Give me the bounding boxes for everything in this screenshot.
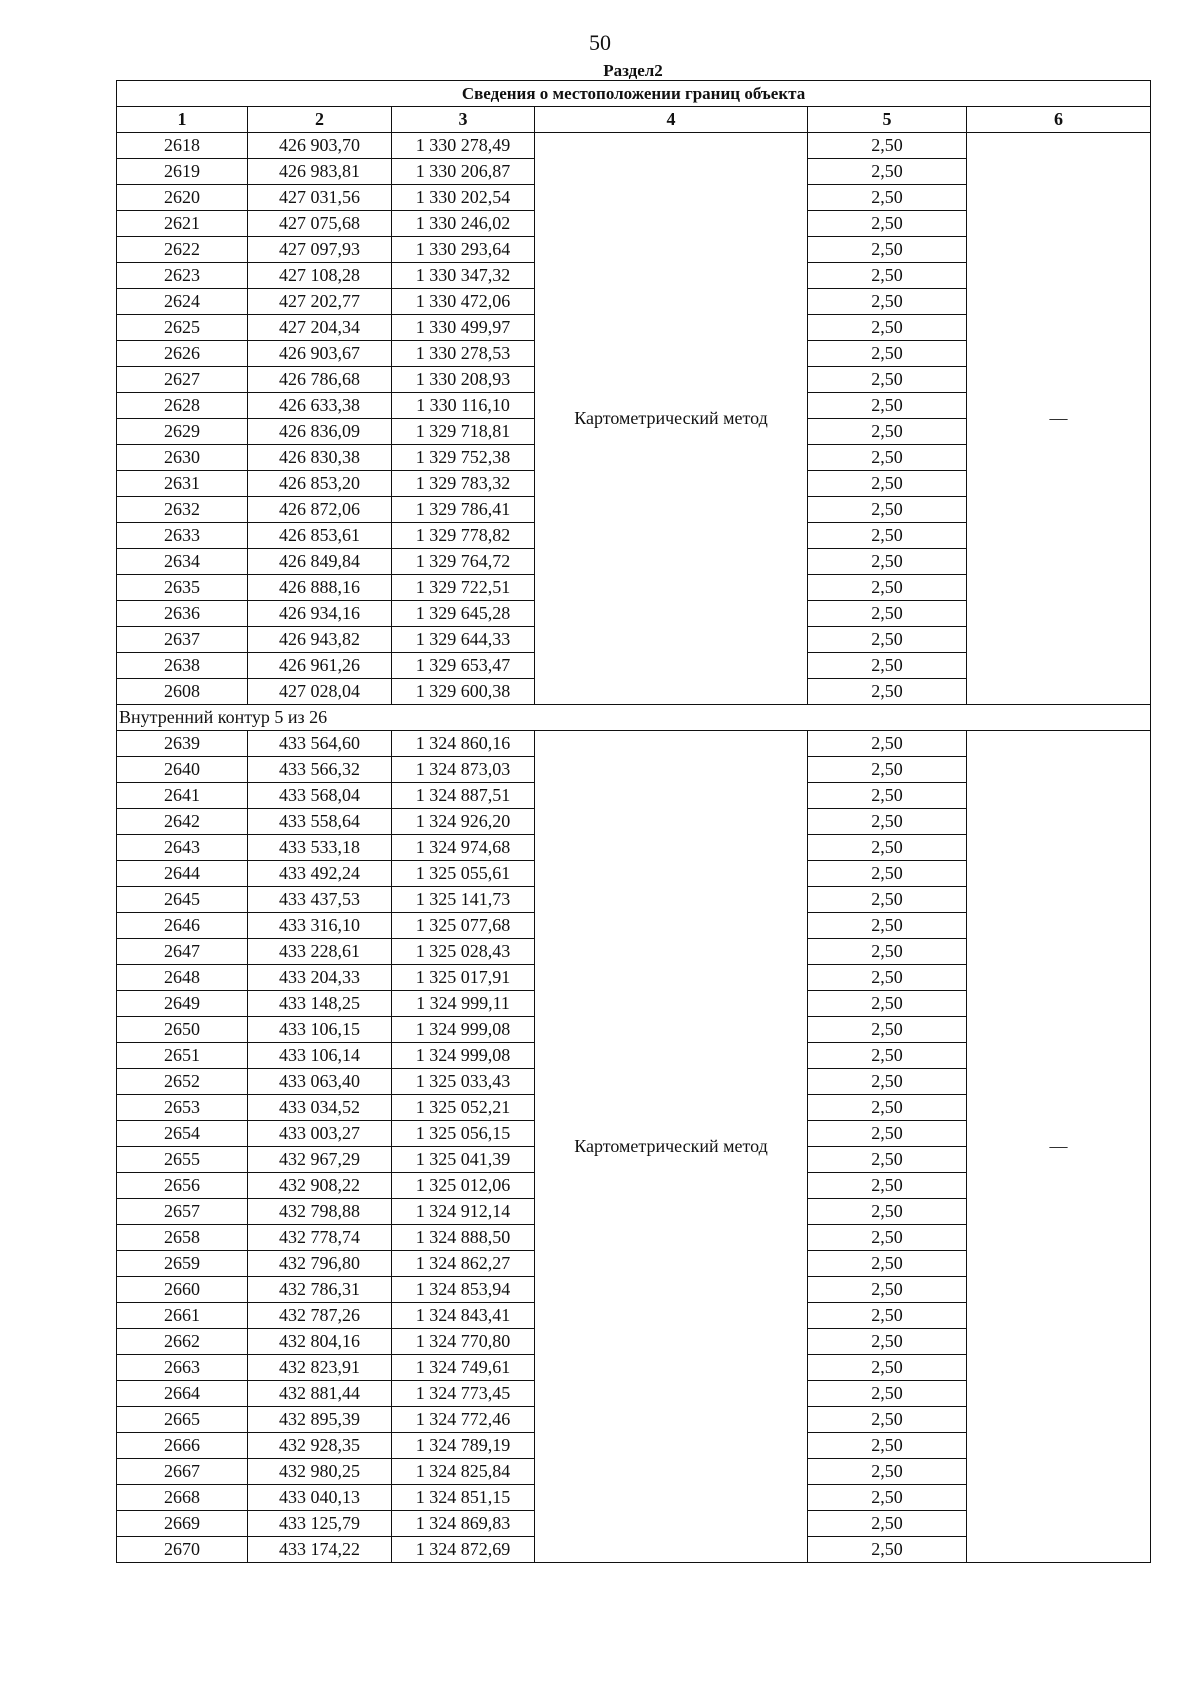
accuracy-cell: 2,50 [808,861,967,887]
y-coordinate-cell: 1 330 472,06 [392,289,535,315]
column-number-row [117,107,1151,133]
point-number-cell: 2631 [117,471,248,497]
point-number-cell: 2664 [117,1381,248,1407]
y-coordinate-cell: 1 325 028,43 [392,939,535,965]
point-number-cell: 2649 [117,991,248,1017]
accuracy-cell: 2,50 [808,445,967,471]
accuracy-cell: 2,50 [808,939,967,965]
accuracy-cell: 2,50 [808,1069,967,1095]
x-coordinate-cell: 426 903,67 [248,341,392,367]
x-coordinate-cell: 426 836,09 [248,419,392,445]
point-number-cell: 2654 [117,1121,248,1147]
x-coordinate-cell: 432 928,35 [248,1433,392,1459]
point-number-cell: 2623 [117,263,248,289]
y-coordinate-cell: 1 324 873,03 [392,757,535,783]
x-coordinate-cell: 426 849,84 [248,549,392,575]
point-number-cell: 2635 [117,575,248,601]
x-coordinate-cell: 433 564,60 [248,731,392,757]
y-coordinate-cell: 1 325 056,15 [392,1121,535,1147]
point-number-cell: 2659 [117,1251,248,1277]
accuracy-cell: 2,50 [808,1485,967,1511]
point-number-cell: 2645 [117,887,248,913]
table-caption: Сведения о местоположении границ объекта [117,81,1151,107]
point-number-cell: 2670 [117,1537,248,1563]
point-number-cell: 2636 [117,601,248,627]
y-coordinate-cell: 1 324 912,14 [392,1199,535,1225]
y-coordinate-cell: 1 330 278,53 [392,341,535,367]
x-coordinate-cell: 432 980,25 [248,1459,392,1485]
y-coordinate-cell: 1 329 764,72 [392,549,535,575]
y-coordinate-cell: 1 330 347,32 [392,263,535,289]
x-coordinate-cell: 426 903,70 [248,133,392,159]
point-number-cell: 2637 [117,627,248,653]
accuracy-cell: 2,50 [808,419,967,445]
accuracy-cell: 2,50 [808,1147,967,1173]
point-number-cell: 2657 [117,1199,248,1225]
y-coordinate-cell: 1 330 116,10 [392,393,535,419]
method-cell: Картометрический метод [535,731,808,1563]
accuracy-cell: 2,50 [808,913,967,939]
x-coordinate-cell: 426 872,06 [248,497,392,523]
accuracy-cell: 2,50 [808,731,967,757]
y-coordinate-cell: 1 330 202,54 [392,185,535,211]
x-coordinate-cell: 426 983,81 [248,159,392,185]
point-number-cell: 2641 [117,783,248,809]
point-number-cell: 2660 [117,1277,248,1303]
point-number-cell: 2618 [117,133,248,159]
column-number: 3 [392,107,535,133]
y-coordinate-cell: 1 330 206,87 [392,159,535,185]
x-coordinate-cell: 432 786,31 [248,1277,392,1303]
point-number-cell: 2656 [117,1173,248,1199]
y-coordinate-cell: 1 329 752,38 [392,445,535,471]
accuracy-cell: 2,50 [808,211,967,237]
x-coordinate-cell: 432 895,39 [248,1407,392,1433]
y-coordinate-cell: 1 329 718,81 [392,419,535,445]
point-number-cell: 2669 [117,1511,248,1537]
point-number-cell: 2662 [117,1329,248,1355]
x-coordinate-cell: 432 881,44 [248,1381,392,1407]
x-coordinate-cell: 432 787,26 [248,1303,392,1329]
point-number-cell: 2629 [117,419,248,445]
point-number-cell: 2648 [117,965,248,991]
x-coordinate-cell: 432 796,80 [248,1251,392,1277]
accuracy-cell: 2,50 [808,471,967,497]
table-row [117,731,1151,757]
column-number: 2 [248,107,392,133]
x-coordinate-cell: 433 003,27 [248,1121,392,1147]
point-number-cell: 2634 [117,549,248,575]
point-number-cell: 2628 [117,393,248,419]
y-coordinate-cell: 1 330 293,64 [392,237,535,263]
point-number-cell: 2644 [117,861,248,887]
x-coordinate-cell: 426 943,82 [248,627,392,653]
point-number-cell: 2661 [117,1303,248,1329]
column-number: 4 [535,107,808,133]
point-number-cell: 2650 [117,1017,248,1043]
accuracy-cell: 2,50 [808,653,967,679]
note-cell: — [967,731,1151,1563]
y-coordinate-cell: 1 324 789,19 [392,1433,535,1459]
accuracy-cell: 2,50 [808,887,967,913]
y-coordinate-cell: 1 324 974,68 [392,835,535,861]
y-coordinate-cell: 1 329 644,33 [392,627,535,653]
accuracy-cell: 2,50 [808,835,967,861]
page-number: 50 [589,30,611,55]
point-number-cell: 2640 [117,757,248,783]
accuracy-cell: 2,50 [808,1017,967,1043]
x-coordinate-cell: 426 853,61 [248,523,392,549]
y-coordinate-cell: 1 329 722,51 [392,575,535,601]
x-coordinate-cell: 433 568,04 [248,783,392,809]
y-coordinate-cell: 1 324 825,84 [392,1459,535,1485]
x-coordinate-cell: 426 786,68 [248,367,392,393]
y-coordinate-cell: 1 325 052,21 [392,1095,535,1121]
x-coordinate-cell: 433 566,32 [248,757,392,783]
y-coordinate-cell: 1 325 141,73 [392,887,535,913]
column-number: 1 [117,107,248,133]
x-coordinate-cell: 426 830,38 [248,445,392,471]
point-number-cell: 2668 [117,1485,248,1511]
y-coordinate-cell: 1 324 853,94 [392,1277,535,1303]
x-coordinate-cell: 432 908,22 [248,1173,392,1199]
x-coordinate-cell: 433 492,24 [248,861,392,887]
accuracy-cell: 2,50 [808,1433,967,1459]
y-coordinate-cell: 1 324 772,46 [392,1407,535,1433]
accuracy-cell: 2,50 [808,159,967,185]
y-coordinate-cell: 1 324 749,61 [392,1355,535,1381]
x-coordinate-cell: 433 533,18 [248,835,392,861]
accuracy-cell: 2,50 [808,289,967,315]
x-coordinate-cell: 433 558,64 [248,809,392,835]
x-coordinate-cell: 433 316,10 [248,913,392,939]
y-coordinate-cell: 1 330 278,49 [392,133,535,159]
accuracy-cell: 2,50 [808,1225,967,1251]
y-coordinate-cell: 1 325 017,91 [392,965,535,991]
accuracy-cell: 2,50 [808,523,967,549]
accuracy-cell: 2,50 [808,991,967,1017]
x-coordinate-cell: 433 106,15 [248,1017,392,1043]
point-number-cell: 2633 [117,523,248,549]
accuracy-cell: 2,50 [808,575,967,601]
accuracy-cell: 2,50 [808,679,967,705]
x-coordinate-cell: 432 823,91 [248,1355,392,1381]
x-coordinate-cell: 433 204,33 [248,965,392,991]
y-coordinate-cell: 1 324 999,11 [392,991,535,1017]
y-coordinate-cell: 1 324 888,50 [392,1225,535,1251]
table-body [117,81,1151,1563]
x-coordinate-cell: 433 040,13 [248,1485,392,1511]
point-number-cell: 2667 [117,1459,248,1485]
point-number-cell: 2627 [117,367,248,393]
y-coordinate-cell: 1 324 862,27 [392,1251,535,1277]
accuracy-cell: 2,50 [808,315,967,341]
x-coordinate-cell: 432 798,88 [248,1199,392,1225]
y-coordinate-cell: 1 325 033,43 [392,1069,535,1095]
point-number-cell: 2622 [117,237,248,263]
x-coordinate-cell: 433 148,25 [248,991,392,1017]
y-coordinate-cell: 1 324 843,41 [392,1303,535,1329]
y-coordinate-cell: 1 324 926,20 [392,809,535,835]
x-coordinate-cell: 433 174,22 [248,1537,392,1563]
accuracy-cell: 2,50 [808,1121,967,1147]
y-coordinate-cell: 1 324 770,80 [392,1329,535,1355]
point-number-cell: 2647 [117,939,248,965]
section-label: Раздел2 [603,61,663,80]
accuracy-cell: 2,50 [808,1251,967,1277]
y-coordinate-cell: 1 325 055,61 [392,861,535,887]
method-cell: Картометрический метод [535,133,808,705]
y-coordinate-cell: 1 330 246,02 [392,211,535,237]
y-coordinate-cell: 1 329 600,38 [392,679,535,705]
point-number-cell: 2651 [117,1043,248,1069]
point-number-cell: 2620 [117,185,248,211]
y-coordinate-cell: 1 329 653,47 [392,653,535,679]
y-coordinate-cell: 1 324 999,08 [392,1017,535,1043]
y-coordinate-cell: 1 324 851,15 [392,1485,535,1511]
point-number-cell: 2655 [117,1147,248,1173]
point-number-cell: 2663 [117,1355,248,1381]
x-coordinate-cell: 426 633,38 [248,393,392,419]
point-number-cell: 2643 [117,835,248,861]
point-number-cell: 2665 [117,1407,248,1433]
accuracy-cell: 2,50 [808,783,967,809]
accuracy-cell: 2,50 [808,757,967,783]
point-number-cell: 2639 [117,731,248,757]
y-coordinate-cell: 1 330 499,97 [392,315,535,341]
y-coordinate-cell: 1 324 860,16 [392,731,535,757]
accuracy-cell: 2,50 [808,185,967,211]
point-number-cell: 2638 [117,653,248,679]
y-coordinate-cell: 1 324 773,45 [392,1381,535,1407]
y-coordinate-cell: 1 324 872,69 [392,1537,535,1563]
x-coordinate-cell: 433 034,52 [248,1095,392,1121]
y-coordinate-cell: 1 325 077,68 [392,913,535,939]
contour-header-row [117,705,1151,731]
point-number-cell: 2632 [117,497,248,523]
accuracy-cell: 2,50 [808,1407,967,1433]
x-coordinate-cell: 426 853,20 [248,471,392,497]
x-coordinate-cell: 433 063,40 [248,1069,392,1095]
point-number-cell: 2624 [117,289,248,315]
x-coordinate-cell: 427 028,04 [248,679,392,705]
accuracy-cell: 2,50 [808,1095,967,1121]
accuracy-cell: 2,50 [808,497,967,523]
x-coordinate-cell: 432 804,16 [248,1329,392,1355]
accuracy-cell: 2,50 [808,263,967,289]
accuracy-cell: 2,50 [808,965,967,991]
accuracy-cell: 2,50 [808,549,967,575]
point-number-cell: 2653 [117,1095,248,1121]
accuracy-cell: 2,50 [808,393,967,419]
point-number-cell: 2658 [117,1225,248,1251]
point-number-cell: 2619 [117,159,248,185]
y-coordinate-cell: 1 329 778,82 [392,523,535,549]
y-coordinate-cell: 1 329 786,41 [392,497,535,523]
y-coordinate-cell: 1 324 999,08 [392,1043,535,1069]
accuracy-cell: 2,50 [808,133,967,159]
table-row [117,133,1151,159]
x-coordinate-cell: 433 106,14 [248,1043,392,1069]
accuracy-cell: 2,50 [808,237,967,263]
x-coordinate-cell: 426 961,26 [248,653,392,679]
accuracy-cell: 2,50 [808,1511,967,1537]
y-coordinate-cell: 1 325 041,39 [392,1147,535,1173]
y-coordinate-cell: 1 329 645,28 [392,601,535,627]
accuracy-cell: 2,50 [808,1303,967,1329]
point-number-cell: 2642 [117,809,248,835]
y-coordinate-cell: 1 324 869,83 [392,1511,535,1537]
point-number-cell: 2652 [117,1069,248,1095]
x-coordinate-cell: 426 934,16 [248,601,392,627]
x-coordinate-cell: 427 202,77 [248,289,392,315]
note-cell: — [967,133,1151,705]
accuracy-cell: 2,50 [808,809,967,835]
y-coordinate-cell: 1 324 887,51 [392,783,535,809]
column-number: 6 [967,107,1151,133]
accuracy-cell: 2,50 [808,1355,967,1381]
point-number-cell: 2666 [117,1433,248,1459]
point-number-cell: 2621 [117,211,248,237]
point-number-cell: 2646 [117,913,248,939]
column-number: 5 [808,107,967,133]
point-number-cell: 2626 [117,341,248,367]
y-coordinate-cell: 1 325 012,06 [392,1173,535,1199]
accuracy-cell: 2,50 [808,341,967,367]
y-coordinate-cell: 1 330 208,93 [392,367,535,393]
accuracy-cell: 2,50 [808,1329,967,1355]
accuracy-cell: 2,50 [808,1199,967,1225]
x-coordinate-cell: 427 031,56 [248,185,392,211]
x-coordinate-cell: 433 125,79 [248,1511,392,1537]
accuracy-cell: 2,50 [808,1173,967,1199]
point-number-cell: 2608 [117,679,248,705]
contour-header: Внутренний контур 5 из 26 [117,705,1151,731]
point-number-cell: 2625 [117,315,248,341]
boundary-table [116,80,1151,1563]
x-coordinate-cell: 427 097,93 [248,237,392,263]
x-coordinate-cell: 433 228,61 [248,939,392,965]
x-coordinate-cell: 432 778,74 [248,1225,392,1251]
x-coordinate-cell: 433 437,53 [248,887,392,913]
accuracy-cell: 2,50 [808,1277,967,1303]
accuracy-cell: 2,50 [808,1381,967,1407]
point-number-cell: 2630 [117,445,248,471]
x-coordinate-cell: 427 075,68 [248,211,392,237]
accuracy-cell: 2,50 [808,1459,967,1485]
x-coordinate-cell: 426 888,16 [248,575,392,601]
accuracy-cell: 2,50 [808,627,967,653]
accuracy-cell: 2,50 [808,1537,967,1563]
x-coordinate-cell: 432 967,29 [248,1147,392,1173]
accuracy-cell: 2,50 [808,1043,967,1069]
x-coordinate-cell: 427 108,28 [248,263,392,289]
y-coordinate-cell: 1 329 783,32 [392,471,535,497]
x-coordinate-cell: 427 204,34 [248,315,392,341]
table-caption-row [117,81,1151,107]
accuracy-cell: 2,50 [808,601,967,627]
accuracy-cell: 2,50 [808,367,967,393]
